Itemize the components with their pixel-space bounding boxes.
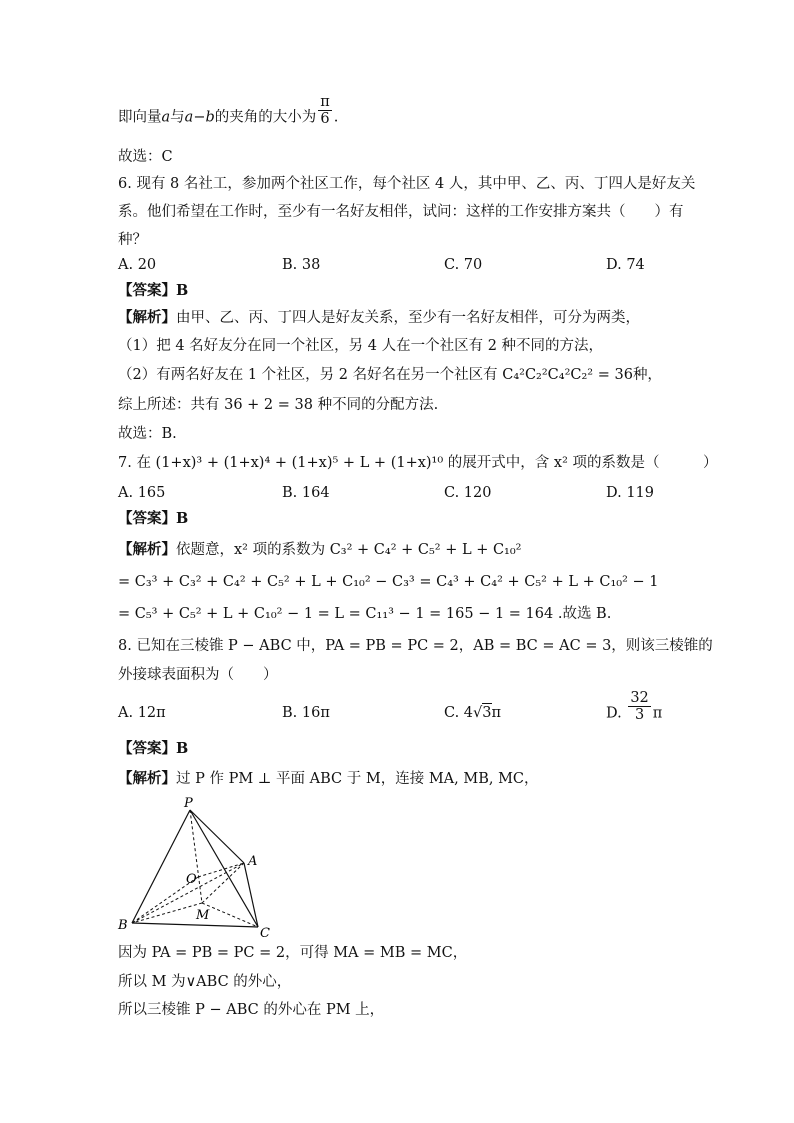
label-b: B: [118, 918, 128, 933]
segment-ma-dashed: [202, 863, 244, 903]
q7-line-1: 7. 在 (1+x)³ + (1+x)⁴ + (1+x)⁵ + L + (1+x)¹⁰ 的展开式中，含 x² 项的系数是（ ）: [118, 455, 718, 471]
edge-pb: [132, 810, 190, 923]
q8-option-b: B. 16π: [282, 705, 330, 721]
q8-solution-1: 【解析】过 P 作 PM ⊥ 平面 ABC 于 M，连接 MA, MB, MC，: [118, 770, 539, 787]
segment-mc-dashed: [202, 903, 258, 927]
q8-solution-3: 所以 M 为∨ABC 的外心，: [118, 974, 292, 990]
q8-option-d: D. $\frac{32}{3}$ π: [606, 690, 663, 723]
pi-over-6-fraction: $\frac{\pi}{6}$: [320, 94, 330, 127]
edge-ac: [244, 863, 258, 927]
q7-option-a: A. 165: [118, 485, 166, 501]
q7-option-c: C. 120: [444, 485, 492, 501]
edge-bc: [132, 923, 258, 927]
q6-solution-5: 故选：B.: [118, 426, 177, 442]
q7-solution-2: = C₃³ + C₃² + C₄² + C₅² + L + C₁₀² − C₃³ = C₄³ + C₄² + C₅² + L + C₁₀² − 1: [118, 574, 659, 590]
q7-option-b: B. 164: [282, 485, 330, 501]
label-o: O: [186, 872, 197, 887]
q6-option-c: C. 70: [444, 257, 483, 273]
q6-solution-4: 综上所述：共有 36 + 2 = 38 种不同的分配方法.: [118, 397, 439, 413]
label-p: P: [184, 796, 193, 811]
q6-option-a: A. 20: [118, 257, 157, 273]
edge-pa: [190, 810, 244, 863]
q7-answer: 【答案】B: [118, 510, 189, 527]
option-d-fraction: $\frac{32}{3}$: [630, 690, 649, 723]
q8-line-1: 8. 已知在三棱锥 P − ABC 中，PA = PB = PC = 2，AB = BC = AC = 3，则该三棱锥的: [118, 638, 713, 654]
q7-option-d: D. 119: [606, 485, 655, 501]
q6-line-1: 6. 现有 8 名社工，参加两个社区工作，每个社区 4 人，其中甲、乙、丙、丁四人是好友关: [118, 176, 696, 192]
q6-line-3: 种？: [118, 232, 147, 248]
choose-c-line: 故选：C: [118, 149, 173, 165]
q8-option-c: C. 4√3π: [444, 705, 502, 721]
vector-angle-line: 即向量a与a−b的夹角的大小为 $\frac{\pi}{6}$ .: [118, 94, 339, 127]
label-c: C: [260, 926, 270, 940]
q6-solution-2: （1）把 4 名好友分在同一个社区，另 4 人在一个社区有 2 种不同的方法，: [118, 338, 604, 354]
q6-option-d: D. 74: [606, 257, 645, 273]
pyramid-figure: [112, 795, 312, 940]
label-a: A: [248, 854, 258, 869]
q7-solution-1: 【解析】依题意，x² 项的系数为 C₃² + C₄² + C₅² + L + C₁₀²: [118, 541, 522, 558]
q6-line-2: 系。他们希望在工作时，至少有一名好友相伴，试问：这样的工作安排方案共（ ）有: [118, 204, 684, 220]
q8-solution-4: 所以三棱锥 P − ABC 的外心在 PM 上，: [118, 1002, 385, 1018]
q8-solution-2: 因为 PA = PB = PC = 2，可得 MA = MB = MC，: [118, 945, 468, 961]
label-m: M: [196, 908, 210, 923]
q7-solution-3: = C₅³ + C₅² + L + C₁₀² − 1 = L = C₁₁³ − 1 = 165 − 1 = 164 .故选 B.: [118, 606, 612, 622]
q8-line-2: 外接球表面积为（ ）: [118, 667, 278, 683]
q8-option-a: A. 12π: [118, 705, 166, 721]
q6-solution-1: 【解析】由甲、乙、丙、丁四人是好友关系，至少有一名好友相伴，可分为两类，: [118, 309, 640, 326]
q8-answer: 【答案】B: [118, 740, 189, 757]
q6-solution-3: （2）有两名好友在 1 个社区，另 2 名好名在另一个社区有 C₄²C₂²C₄²C₂² = 36种，: [118, 367, 662, 383]
q6-option-b: B. 38: [282, 257, 321, 273]
segment-mb-dashed: [132, 903, 202, 923]
q6-answer: 【答案】B: [118, 282, 189, 299]
